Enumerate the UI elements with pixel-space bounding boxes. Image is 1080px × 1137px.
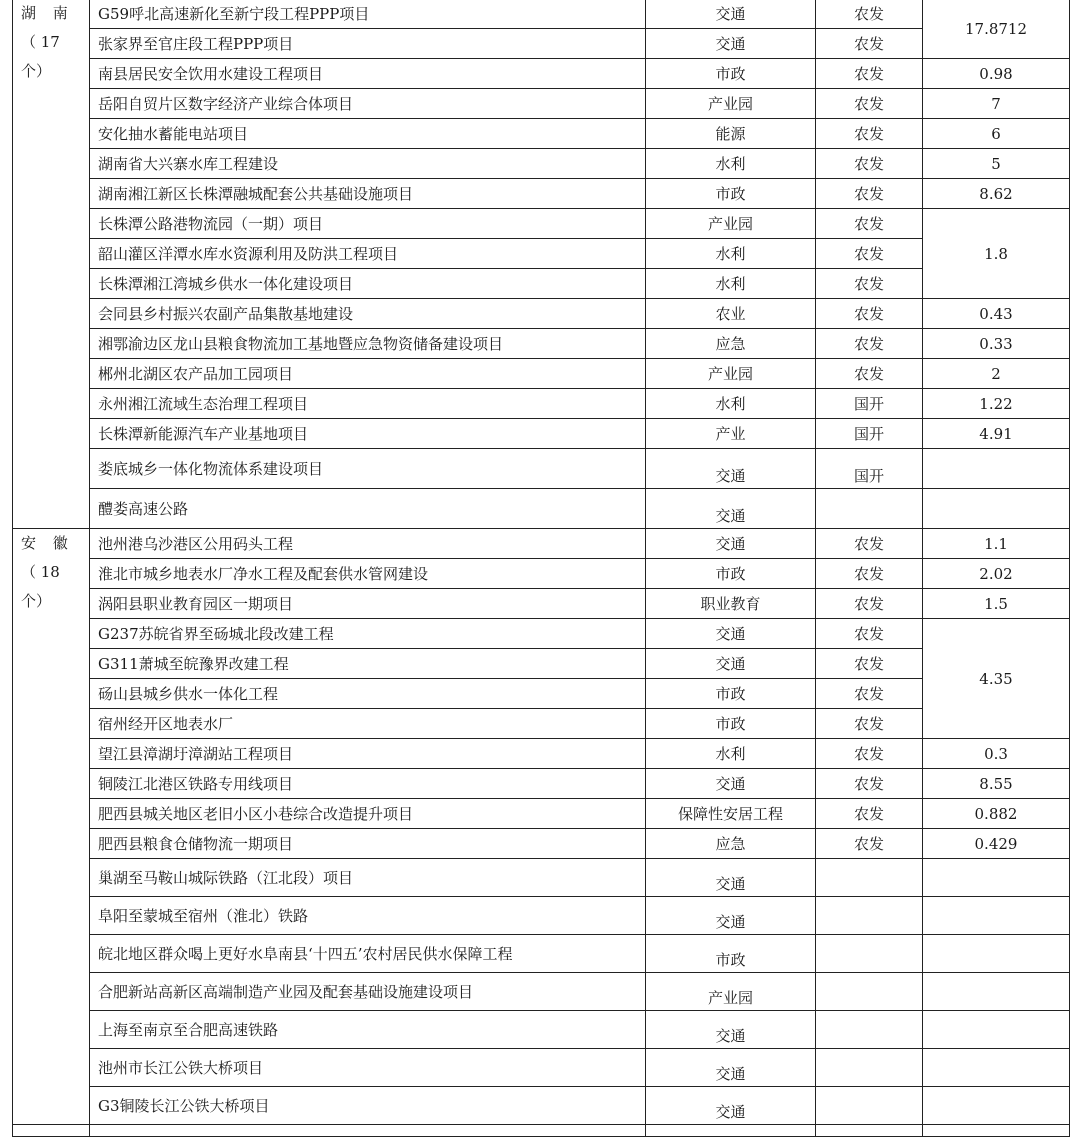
project-amount: 8.55 bbox=[923, 769, 1070, 799]
project-type: 交通 bbox=[646, 1049, 816, 1087]
project-bank: 农发 bbox=[816, 619, 923, 649]
project-type: 市政 bbox=[646, 679, 816, 709]
project-bank bbox=[816, 1125, 923, 1137]
table-row bbox=[13, 619, 1070, 649]
table-row bbox=[13, 649, 1070, 679]
project-amount bbox=[923, 897, 1070, 935]
project-amount: 0.429 bbox=[923, 829, 1070, 859]
project-bank: 国开 bbox=[816, 419, 923, 449]
project-type: 产业园 bbox=[646, 973, 816, 1011]
project-type: 水利 bbox=[646, 739, 816, 769]
province-cell-hunan bbox=[13, 0, 90, 529]
project-bank bbox=[816, 859, 923, 897]
project-name: 张家界至官庄段工程PPP项目 bbox=[90, 29, 646, 59]
project-name: 皖北地区群众喝上更好水阜南县‘十四五’农村居民供水保障工程 bbox=[90, 935, 646, 973]
table-row bbox=[13, 329, 1070, 359]
project-type: 交通 bbox=[646, 1011, 816, 1049]
project-bank: 农发 bbox=[816, 89, 923, 119]
project-bank: 农发 bbox=[816, 239, 923, 269]
project-bank: 农发 bbox=[816, 559, 923, 589]
project-amount: 4.35 bbox=[923, 619, 1070, 739]
project-name: 肥西县城关地区老旧小区小巷综合改造提升项目 bbox=[90, 799, 646, 829]
project-amount bbox=[923, 973, 1070, 1011]
table-row bbox=[13, 529, 1070, 559]
hunan-section bbox=[13, 0, 1070, 529]
project-amount: 0.882 bbox=[923, 799, 1070, 829]
project-type: 市政 bbox=[646, 559, 816, 589]
project-amount: 5 bbox=[923, 149, 1070, 179]
project-type: 交通 bbox=[646, 1087, 816, 1125]
project-name: 长株潭湘江湾城乡供水一体化建设项目 bbox=[90, 269, 646, 299]
project-bank: 农发 bbox=[816, 529, 923, 559]
project-type: 市政 bbox=[646, 59, 816, 89]
project-amount: 6 bbox=[923, 119, 1070, 149]
project-amount: 1.8 bbox=[923, 209, 1070, 299]
project-name: 淮北市城乡地表水厂净水工程及配套供水管网建设 bbox=[90, 559, 646, 589]
project-type: 交通 bbox=[646, 859, 816, 897]
province-count-unit: 个） bbox=[21, 592, 52, 610]
project-type: 水利 bbox=[646, 389, 816, 419]
project-type: 水利 bbox=[646, 269, 816, 299]
project-amount bbox=[923, 449, 1070, 489]
project-amount: 8.62 bbox=[923, 179, 1070, 209]
project-name: 湘鄂渝边区龙山县粮食物流加工基地暨应急物资储备建设项目 bbox=[90, 329, 646, 359]
project-name: G59呼北高速新化至新宁段工程PPP项目 bbox=[90, 0, 646, 29]
project-amount: 1.22 bbox=[923, 389, 1070, 419]
project-bank: 农发 bbox=[816, 209, 923, 239]
project-bank: 农发 bbox=[816, 769, 923, 799]
table-row bbox=[13, 897, 1070, 935]
project-amount bbox=[923, 489, 1070, 529]
project-type: 产业园 bbox=[646, 89, 816, 119]
table-row bbox=[13, 489, 1070, 529]
project-name: 涡阳县职业教育园区一期项目 bbox=[90, 589, 646, 619]
project-bank: 国开 bbox=[816, 449, 923, 489]
project-bank bbox=[816, 1049, 923, 1087]
project-name: 宿州经开区地表水厂 bbox=[90, 709, 646, 739]
province-cell-anhui bbox=[13, 529, 90, 1125]
project-bank bbox=[816, 973, 923, 1011]
province-count-unit: 个） bbox=[21, 62, 52, 80]
project-type: 水利 bbox=[646, 149, 816, 179]
project-name: 池州港乌沙港区公用码头工程 bbox=[90, 529, 646, 559]
table-row bbox=[13, 269, 1070, 299]
project-name: 安化抽水蓄能电站项目 bbox=[90, 119, 646, 149]
project-name: 永州湘江流域生态治理工程项目 bbox=[90, 389, 646, 419]
table-row bbox=[13, 769, 1070, 799]
anhui-section bbox=[13, 529, 1070, 1125]
project-name: G3铜陵长江公铁大桥项目 bbox=[90, 1087, 646, 1125]
project-type: 应急 bbox=[646, 829, 816, 859]
table-row bbox=[13, 559, 1070, 589]
project-amount: 4.91 bbox=[923, 419, 1070, 449]
table-row bbox=[13, 389, 1070, 419]
project-name: G237苏皖省界至砀城北段改建工程 bbox=[90, 619, 646, 649]
table-row bbox=[13, 589, 1070, 619]
project-name: 池州市长江公铁大桥项目 bbox=[90, 1049, 646, 1087]
project-type: 市政 bbox=[646, 179, 816, 209]
project-name: 铜陵江北港区铁路专用线项目 bbox=[90, 769, 646, 799]
project-amount bbox=[923, 1125, 1070, 1137]
table-row bbox=[13, 239, 1070, 269]
project-amount: 17.8712 bbox=[923, 0, 1070, 59]
project-name: 巢湖至马鞍山城际铁路（江北段）项目 bbox=[90, 859, 646, 897]
project-bank bbox=[816, 1011, 923, 1049]
table-row bbox=[13, 59, 1070, 89]
project-type: 产业园 bbox=[646, 359, 816, 389]
project-name: 砀山县城乡供水一体化工程 bbox=[90, 679, 646, 709]
project-name: 上海至南京至合肥高速铁路 bbox=[90, 1011, 646, 1049]
project-amount: 2 bbox=[923, 359, 1070, 389]
project-bank bbox=[816, 935, 923, 973]
project-bank: 农发 bbox=[816, 59, 923, 89]
table-row bbox=[13, 0, 1070, 29]
project-type: 能源 bbox=[646, 119, 816, 149]
table-row bbox=[13, 1011, 1070, 1049]
table-row bbox=[13, 935, 1070, 973]
project-type bbox=[646, 1125, 816, 1137]
project-name: 肥西县粮食仓储物流一期项目 bbox=[90, 829, 646, 859]
project-amount: 7 bbox=[923, 89, 1070, 119]
project-type: 交通 bbox=[646, 449, 816, 489]
table-row bbox=[13, 419, 1070, 449]
project-name: 岳阳自贸片区数字经济产业综合体项目 bbox=[90, 89, 646, 119]
project-bank: 农发 bbox=[816, 829, 923, 859]
project-name: 南县居民安全饮用水建设工程项目 bbox=[90, 59, 646, 89]
project-name: 娄底城乡一体化物流体系建设项目 bbox=[90, 449, 646, 489]
project-bank: 农发 bbox=[816, 739, 923, 769]
table-row bbox=[13, 679, 1070, 709]
project-name: G311萧城至皖豫界改建工程 bbox=[90, 649, 646, 679]
project-bank: 农发 bbox=[816, 679, 923, 709]
project-amount bbox=[923, 1011, 1070, 1049]
project-bank: 农发 bbox=[816, 119, 923, 149]
province-count: （ 17 bbox=[21, 33, 60, 51]
table-row bbox=[13, 29, 1070, 59]
project-type: 交通 bbox=[646, 619, 816, 649]
project-bank: 农发 bbox=[816, 29, 923, 59]
project-amount bbox=[923, 1049, 1070, 1087]
project-name: 长株潭新能源汽车产业基地项目 bbox=[90, 419, 646, 449]
project-type: 交通 bbox=[646, 769, 816, 799]
project-name: 韶山灌区洋潭水库水资源利用及防洪工程项目 bbox=[90, 239, 646, 269]
table-row bbox=[13, 179, 1070, 209]
project-name: 阜阳至蒙城至宿州（淮北）铁路 bbox=[90, 897, 646, 935]
project-name: 长株潭公路港物流园（一期）项目 bbox=[90, 209, 646, 239]
table-row bbox=[13, 829, 1070, 859]
project-bank: 农发 bbox=[816, 299, 923, 329]
project-amount: 0.98 bbox=[923, 59, 1070, 89]
table-row bbox=[13, 1125, 1070, 1137]
project-name: 醴娄高速公路 bbox=[90, 489, 646, 529]
project-amount bbox=[923, 859, 1070, 897]
project-bank: 农发 bbox=[816, 359, 923, 389]
province-name: 湖 南 bbox=[21, 4, 74, 22]
project-name: 湖南省大兴寨水库工程建设 bbox=[90, 149, 646, 179]
project-bank: 农发 bbox=[816, 149, 923, 179]
project-type: 市政 bbox=[646, 935, 816, 973]
project-type: 应急 bbox=[646, 329, 816, 359]
project-name: 郴州北湖区农产品加工园项目 bbox=[90, 359, 646, 389]
table-row bbox=[13, 973, 1070, 1011]
table-row bbox=[13, 149, 1070, 179]
project-name: 会同县乡村振兴农副产品集散基地建设 bbox=[90, 299, 646, 329]
next-section-stub bbox=[13, 1125, 1070, 1137]
project-type: 交通 bbox=[646, 29, 816, 59]
table-row bbox=[13, 709, 1070, 739]
project-bank: 农发 bbox=[816, 649, 923, 679]
project-bank: 农发 bbox=[816, 179, 923, 209]
project-bank: 农发 bbox=[816, 589, 923, 619]
project-bank bbox=[816, 489, 923, 529]
project-bank: 农发 bbox=[816, 0, 923, 29]
project-type: 交通 bbox=[646, 529, 816, 559]
table-row bbox=[13, 859, 1070, 897]
project-bank: 国开 bbox=[816, 389, 923, 419]
project-type: 交通 bbox=[646, 897, 816, 935]
project-amount: 0.33 bbox=[923, 329, 1070, 359]
project-type: 交通 bbox=[646, 0, 816, 29]
project-bank: 农发 bbox=[816, 269, 923, 299]
table-row bbox=[13, 209, 1070, 239]
project-name bbox=[90, 1125, 646, 1137]
project-amount: 0.43 bbox=[923, 299, 1070, 329]
table-row bbox=[13, 739, 1070, 769]
table-row bbox=[13, 799, 1070, 829]
project-bank: 农发 bbox=[816, 799, 923, 829]
province-cell bbox=[13, 1125, 90, 1137]
project-table bbox=[12, 0, 1070, 1137]
project-amount bbox=[923, 935, 1070, 973]
project-type: 职业教育 bbox=[646, 589, 816, 619]
project-type: 产业 bbox=[646, 419, 816, 449]
project-type: 市政 bbox=[646, 709, 816, 739]
project-bank: 农发 bbox=[816, 709, 923, 739]
project-amount: 1.1 bbox=[923, 529, 1070, 559]
project-type: 水利 bbox=[646, 239, 816, 269]
table-row bbox=[13, 449, 1070, 489]
province-name: 安 徽 bbox=[21, 534, 74, 552]
project-name: 望江县漳湖圩漳湖站工程项目 bbox=[90, 739, 646, 769]
project-name: 合肥新站高新区高端制造产业园及配套基础设施建设项目 bbox=[90, 973, 646, 1011]
table-row bbox=[13, 299, 1070, 329]
project-amount: 0.3 bbox=[923, 739, 1070, 769]
project-bank bbox=[816, 897, 923, 935]
table-row bbox=[13, 89, 1070, 119]
project-type: 产业园 bbox=[646, 209, 816, 239]
project-type: 交通 bbox=[646, 649, 816, 679]
table-row bbox=[13, 359, 1070, 389]
project-amount: 2.02 bbox=[923, 559, 1070, 589]
project-name: 湖南湘江新区长株潭融城配套公共基础设施项目 bbox=[90, 179, 646, 209]
table-row bbox=[13, 1049, 1070, 1087]
table-row bbox=[13, 119, 1070, 149]
project-bank: 农发 bbox=[816, 329, 923, 359]
project-type: 农业 bbox=[646, 299, 816, 329]
project-amount: 1.5 bbox=[923, 589, 1070, 619]
project-type: 交通 bbox=[646, 489, 816, 529]
project-type: 保障性安居工程 bbox=[646, 799, 816, 829]
province-count: （ 18 bbox=[21, 563, 60, 581]
